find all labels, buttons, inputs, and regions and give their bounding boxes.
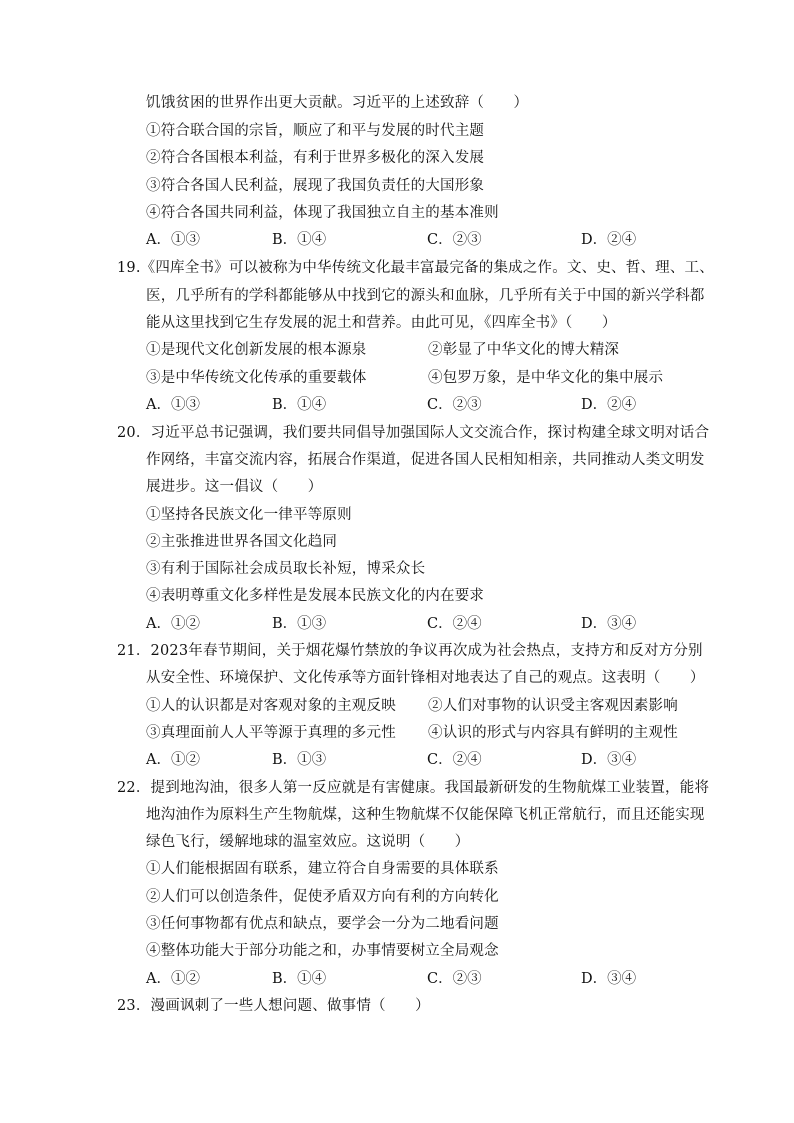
q22-stem-line-3: 绿色飞行，缓解地球的温室效应。这说明（ ） <box>146 834 470 850</box>
q19-stem-line-2: 医，几乎所有的学科都能够从中找到它的源头和血脉，几乎所有关于中国的新兴学科都 <box>146 288 705 304</box>
q21-stem-line-2: 从安全性、环境保护、文化传承等方面针锋相对地表达了自己的观点。这表明（ ） <box>146 670 705 686</box>
q21-choice-d: D．③④ <box>581 752 637 768</box>
q20-choice-a: A．①② <box>146 616 200 632</box>
q21-choice-b: B．①③ <box>272 752 327 768</box>
q21-choice-c: C．②④ <box>427 752 482 768</box>
q20-choice-d: D．③④ <box>581 616 637 632</box>
q20-option-1: ①坚持各民族文化一律平等原则 <box>146 507 352 523</box>
q18-stem-cont: 饥饿贫困的世界作出更大贡献。习近平的上述致辞（ ） <box>146 95 529 111</box>
q22-stem-line-2: 地沟油作为原料生产生物航煤，这种生物航煤不仅能保障飞机正常航行，而且还能实现 <box>146 807 705 823</box>
q20-choice-c: C．②④ <box>427 616 482 632</box>
q19-stem-line-3: 能从这里找到它生存发展的泥土和营养。由此可见，《四库全书》（ ） <box>146 315 617 331</box>
q18-choice-b: B．①④ <box>272 232 327 248</box>
q21-option-2: ②人们对事物的认识受主客观因素影响 <box>428 698 678 714</box>
q22-choice-a: A．①② <box>146 971 200 987</box>
q18-option-3: ③符合各国人民利益，展现了我国负责任的大国形象 <box>146 178 485 194</box>
q20-option-3: ③有利于国际社会成员取长补短，博采众长 <box>146 561 426 577</box>
q20-stem-line-1: 20．习近平总书记强调，我们要共同倡导加强国际人文交流合作，探讨构建全球文明对话合 <box>117 425 710 441</box>
q20-choice-b: B．①③ <box>272 616 327 632</box>
q22-option-3: ③任何事物都有优点和缺点，要学会一分为二地看问题 <box>146 916 499 932</box>
q23-stem-line-1: 23．漫画讽刺了一些人想问题、做事情（ ） <box>117 998 430 1014</box>
q21-stem-line-1: 21．2023年春节期间，关于烟花爆竹禁放的争议再次成为社会热点，支持方和反对方分别 <box>117 643 703 659</box>
q19-option-4: ④包罗万象，是中华文化的集中展示 <box>428 370 664 386</box>
q18-option-4: ④符合各国共同利益，体现了我国独立自主的基本准则 <box>146 205 499 221</box>
q19-choice-a: A．①③ <box>146 397 200 413</box>
q18-choice-d: D．②④ <box>581 232 637 248</box>
q21-option-3: ③真理面前人人平等源于真理的多元性 <box>146 725 396 741</box>
q18-choice-a: A．①③ <box>146 232 200 248</box>
q19-stem-line-1: 19.《四库全书》可以被称为中华传统文化最丰富最完备的集成之作。文、史、哲、理、工、 <box>117 260 714 276</box>
q19-choice-b: B．①④ <box>272 397 327 413</box>
q19-option-1: ①是现代文化创新发展的根本源泉 <box>146 342 367 358</box>
q20-stem-line-2: 作网络，丰富交流内容，拓展合作渠道，促进各国人民相知相亲，共同推动人类文明发 <box>146 452 705 468</box>
q21-option-1: ①人的认识都是对客观对象的主观反映 <box>146 698 396 714</box>
q22-choice-b: B．①④ <box>272 971 327 987</box>
q22-stem-line-1: 22．提到地沟油，很多人第一反应就是有害健康。我国最新研发的生物航煤工业装置，能将 <box>117 780 710 796</box>
q18-option-1: ①符合联合国的宗旨，顺应了和平与发展的时代主题 <box>146 123 485 139</box>
q19-choice-d: D．②④ <box>581 397 637 413</box>
q19-option-2: ②彰显了中华文化的博大精深 <box>428 342 620 358</box>
q18-option-2: ②符合各国根本利益，有利于世界多极化的深入发展 <box>146 150 485 166</box>
q21-choice-a: A．①② <box>146 752 200 768</box>
q18-choice-c: C．②③ <box>427 232 482 248</box>
q22-option-2: ②人们可以创造条件，促使矛盾双方向有利的方向转化 <box>146 889 499 905</box>
q22-option-4: ④整体功能大于部分功能之和，办事情要树立全局观念 <box>146 943 499 959</box>
q20-stem-line-3: 展进步。这一倡议（ ） <box>146 479 323 495</box>
q20-option-2: ②主张推进世界各国文化趋同 <box>146 534 338 550</box>
q19-choice-c: C．②③ <box>427 397 482 413</box>
q21-option-4: ④认识的形式与内容具有鲜明的主观性 <box>428 725 678 741</box>
q20-option-4: ④表明尊重文化多样性是发展本民族文化的内在要求 <box>146 588 485 604</box>
q22-choice-c: C．②③ <box>427 971 482 987</box>
q22-option-1: ①人们能根据固有联系，建立符合自身需要的具体联系 <box>146 861 499 877</box>
q22-choice-d: D．③④ <box>581 971 637 987</box>
q19-option-3: ③是中华传统文化传承的重要载体 <box>146 370 367 386</box>
